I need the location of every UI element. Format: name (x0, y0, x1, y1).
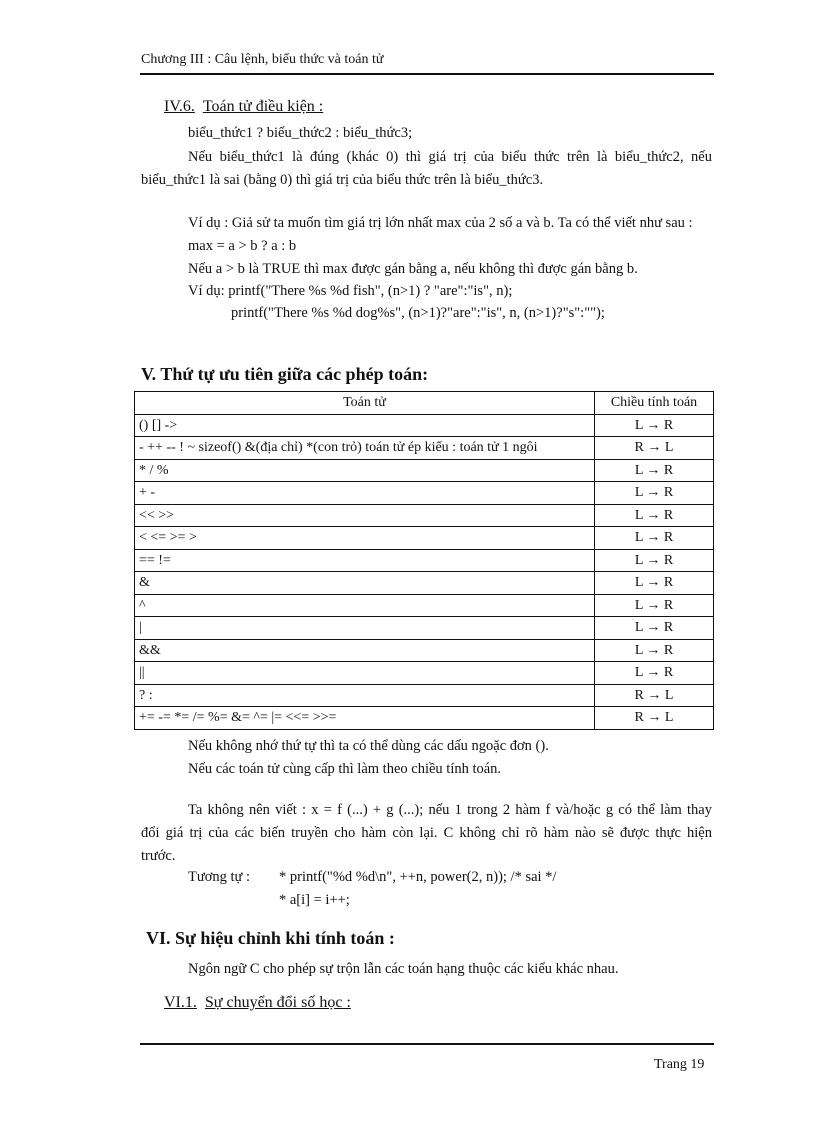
footer-rule (140, 1043, 714, 1045)
conditional-desc-line1: Nếu biểu_thức1 là đúng (khác 0) thì giá trị của biểu thức trên là biểu_thức2, nếu (188, 149, 712, 165)
section-iv6-heading (164, 98, 323, 116)
precedence-note1: Nếu không nhớ thứ tự thì ta có thể dùng các dấu ngoặc đơn (). (188, 738, 549, 754)
conditional-syntax: biểu_thức1 ? biểu_thức2 : biểu_thức3; (188, 125, 413, 141)
direction-cell: L → R (595, 527, 714, 550)
direction-cell: L → R (595, 482, 714, 505)
similar-label: Tương tự : (188, 869, 251, 885)
section-iv6-title: Toán tử điều kiện : (202, 98, 324, 115)
operator-cell: ? : (135, 684, 595, 707)
direction-cell: L → R (595, 639, 714, 662)
direction-cell: R → L (595, 684, 714, 707)
conditional-desc-line2: biểu_thức1 là sai (bằng 0) thì giá trị của biểu thức trên là biểu_thức3. (141, 172, 544, 188)
similar-item-2: * a[i] = i++; (279, 892, 350, 908)
operator-cell: | (135, 617, 595, 640)
operator-cell: || (135, 662, 595, 685)
precedence-note2: Nếu các toán tử cùng cấp thì làm theo chiều tính toán. (188, 761, 502, 777)
operator-cell: && (135, 639, 595, 662)
column-header-direction: Chiều tính toán (595, 392, 714, 415)
operator-cell: * / % (135, 459, 595, 482)
table-header-row (135, 392, 714, 415)
direction-cell: L → R (595, 572, 714, 595)
direction-cell: L → R (595, 414, 714, 437)
table-row (135, 617, 714, 640)
table-row (135, 707, 714, 730)
warning-para-line2: đổi giá trị của các biến truyền cho hàm còn lại. C không chỉ rõ hàm nào sẽ được thực hiện (141, 825, 712, 841)
operator-cell: == != (135, 549, 595, 572)
operator-cell: += -= *= /= %= &= ^= |= <<= >>= (135, 707, 595, 730)
warning-para-line3: trước. (141, 848, 176, 864)
operator-cell: - ++ -- ! ~ sizeof() &(địa chỉ) *(con trỏ) toán tử ép kiểu : toán tử 1 ngôi (135, 437, 595, 460)
example2-line2: printf("There %s %d dog%s", (n>1)?"are":"is", n, (n>1)?"s":""); (231, 305, 605, 321)
table-row (135, 414, 714, 437)
operator-cell: & (135, 572, 595, 595)
table-row (135, 639, 714, 662)
table-row (135, 504, 714, 527)
direction-cell: L → R (595, 617, 714, 640)
precedence-table (134, 391, 714, 730)
direction-cell: L → R (595, 504, 714, 527)
operator-cell: () [] -> (135, 414, 595, 437)
warning-para-line1: Ta không nên viết : x = f (...) + g (...); nếu 1 trong 2 hàm f và/hoặc g có thể làm thay (188, 802, 712, 818)
operator-cell: + - (135, 482, 595, 505)
table-row (135, 572, 714, 595)
direction-cell: R → L (595, 437, 714, 460)
direction-cell: L → R (595, 549, 714, 572)
table-row (135, 459, 714, 482)
similar-item-1: * printf("%d %d\n", ++n, power(2, n)); /* sai */ (279, 869, 557, 885)
page-header: Chương III : Câu lệnh, biểu thức và toán tử (141, 52, 384, 67)
header-rule (140, 73, 714, 75)
direction-cell: L → R (595, 662, 714, 685)
example-code: max = a > b ? a : b (188, 238, 297, 254)
table-row (135, 594, 714, 617)
column-header-operator: Toán tử (135, 392, 595, 415)
section-vi1-number: VI.1. (164, 994, 197, 1011)
table-row (135, 549, 714, 572)
section-v-heading: V. Thứ tự ưu tiên giữa các phép toán: (141, 364, 429, 384)
section-vi-intro: Ngôn ngữ C cho phép sự trộn lẫn các toán hạng thuộc các kiểu khác nhau. (188, 961, 619, 977)
example-intro: Ví dụ : Giả sử ta muốn tìm giá trị lớn nhất max của 2 số a và b. Ta có thể viết như sau : (188, 215, 693, 231)
section-vi1-title: Sự chuyển đổi số học : (204, 994, 351, 1011)
section-vi1-heading (164, 994, 351, 1012)
table-row (135, 437, 714, 460)
table-row (135, 482, 714, 505)
section-vi-heading: VI. Sự hiệu chỉnh khi tính toán : (146, 928, 395, 948)
table-row (135, 527, 714, 550)
direction-cell: R → L (595, 707, 714, 730)
section-iv6-number: IV.6. (164, 98, 195, 115)
example2-line1: Ví dụ: printf("There %s %d fish", (n>1) ? "are":"is", n); (188, 283, 513, 299)
direction-cell: L → R (595, 594, 714, 617)
direction-cell: L → R (595, 459, 714, 482)
page-number: Trang 19 (654, 1057, 705, 1072)
operator-cell: << >> (135, 504, 595, 527)
table-row (135, 684, 714, 707)
operator-cell: ^ (135, 594, 595, 617)
operator-cell: < <= >= > (135, 527, 595, 550)
table-row (135, 662, 714, 685)
example-explanation: Nếu a > b là TRUE thì max được gán bằng a, nếu không thì được gán bằng b. (188, 261, 638, 277)
